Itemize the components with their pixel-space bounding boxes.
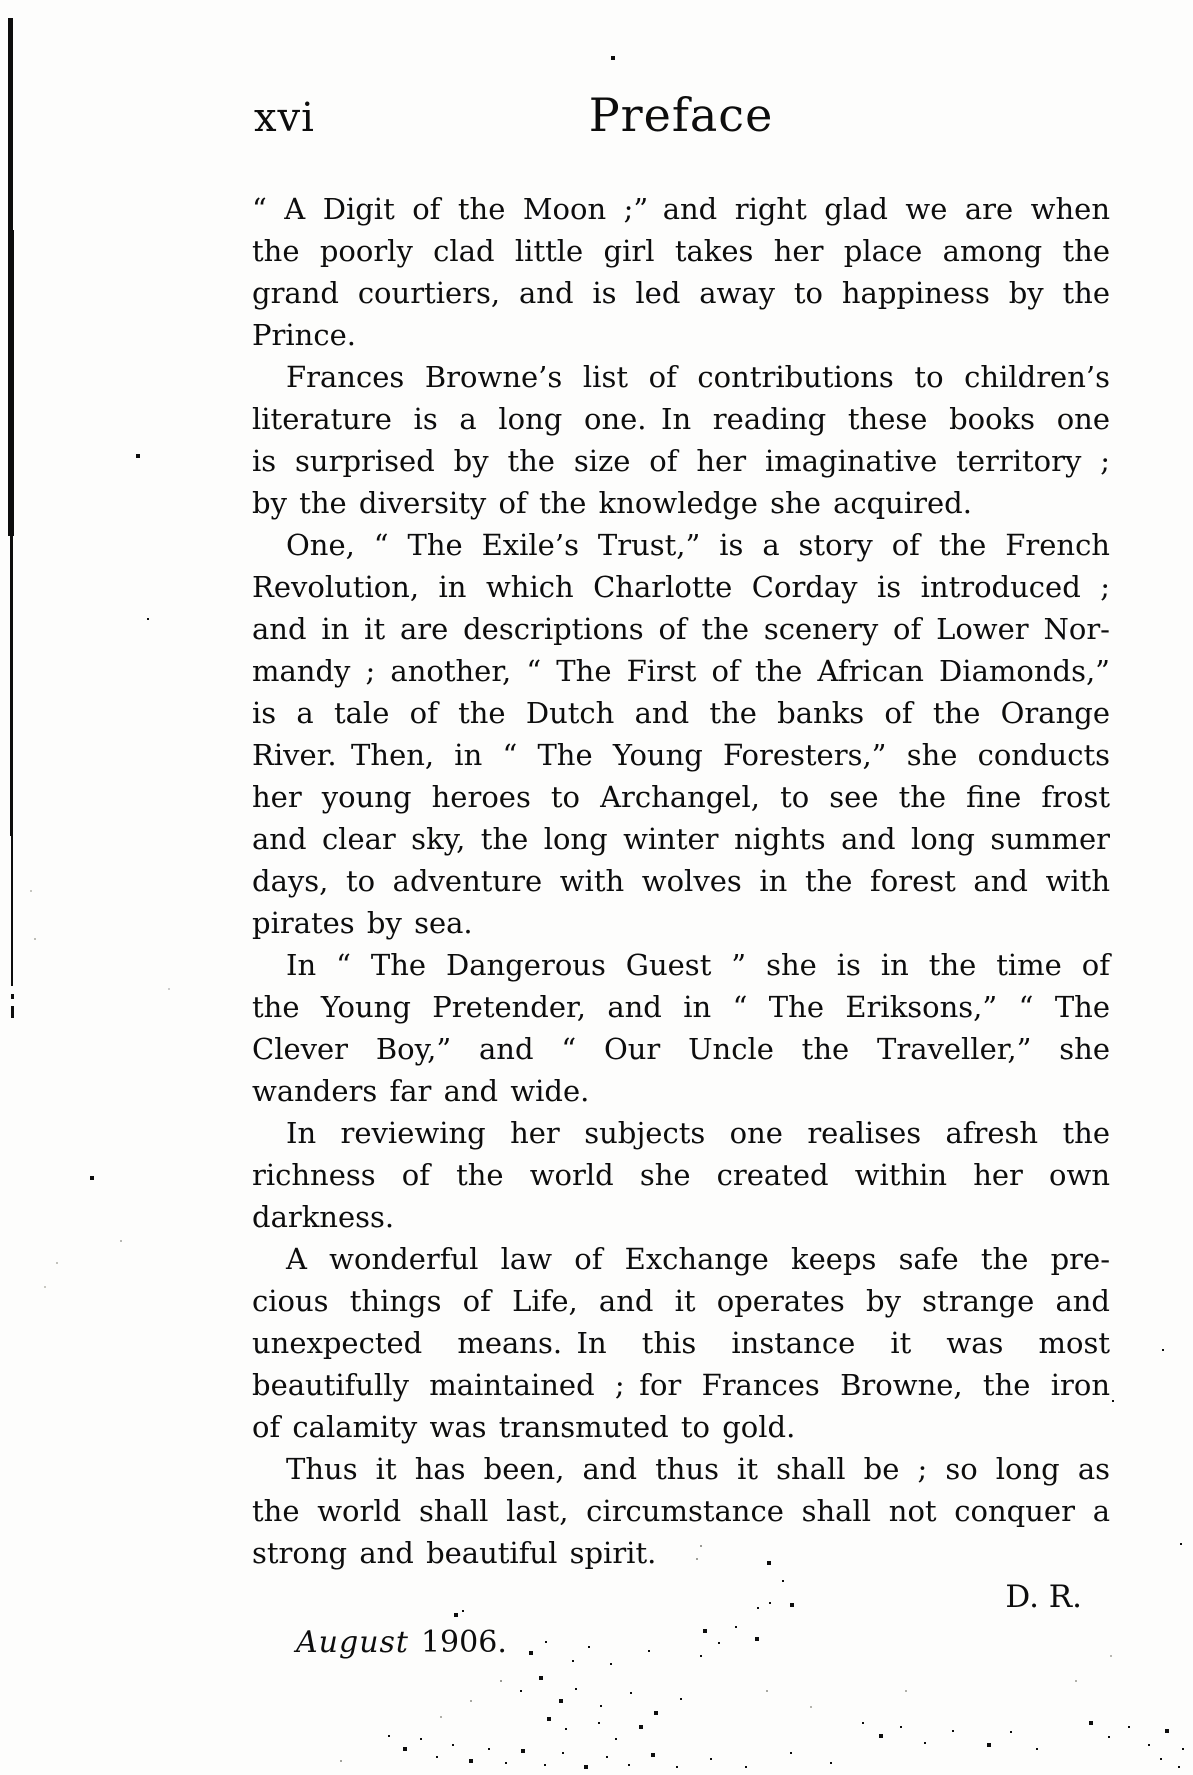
text-line: beautifully maintained ; for Frances Browne, the iron [252,1368,1110,1402]
text-line: One, “ The Exile’s Trust,” is a story of the French [286,528,1110,562]
text-line: cious things of Life, and it operates by strange and [252,1284,1110,1318]
text-line: Thus it has been, and thus it shall be ; so long as [286,1452,1110,1486]
text-line: the poorly clad little girl takes her place among the [252,234,1110,268]
text-line: the Young Pretender, and in “ The Eriksons,” “ The [252,990,1110,1024]
page-title: Preface [588,88,774,142]
scan-edge-line [11,994,14,999]
text-line: the world shall last, circumstance shall not conquer a [252,1494,1110,1528]
scan-edge-line [11,834,13,986]
scan-edge-line [8,18,13,232]
text-line: In reviewing her subjects one realises afresh the [286,1116,1110,1150]
paragraph [252,1112,1110,1238]
text-line: Frances Browne’s list of contributions to children’s [286,360,1110,394]
preface-body-text [252,188,1110,1574]
page-content [252,88,1110,1664]
page-header [252,88,1110,188]
paragraph [252,1448,1110,1574]
scan-edge-line [8,230,14,536]
signature-initials: D. R. [1005,1579,1082,1615]
text-line: mandy ; another, “ The First of the African Diamonds,” [252,654,1110,688]
paragraph [252,944,1110,1112]
paragraph [252,356,1110,524]
scan-edge-line [11,1006,14,1018]
text-line: days, to adventure with wolves in the forest and with [252,864,1110,898]
text-line: Clever Boy,” and “ Our Uncle the Traveller,” she [252,1032,1110,1066]
text-line: grand courtiers, and is led away to happiness by the [252,276,1110,310]
text-line: strong and beautiful spirit. [252,1536,657,1570]
text-line: unexpected means. In this instance it was most [252,1326,1110,1360]
scan-noise-speckles [0,0,2,2]
text-line: pirates by sea. [252,906,473,940]
page-number: xvi [254,95,315,141]
dateline [252,1622,1110,1664]
text-line: is surprised by the size of her imaginative territory ; [252,444,1110,478]
text-line: and clear sky, the long winter nights and long summer [252,822,1110,856]
text-line: In “ The Dangerous Guest ” she is in the time of [286,948,1110,982]
scan-edge-line [10,534,13,836]
text-line: and in it are descriptions of the scenery of Lower Nor- [252,612,1110,646]
paragraph [252,1238,1110,1448]
text-line: A wonderful law of Exchange keeps safe the pre- [286,1242,1110,1276]
text-line: by the diversity of the knowledge she acquired. [252,486,972,520]
text-line: “ A Digit of the Moon ;” and right glad we are when [252,192,1110,226]
text-line: is a tale of the Dutch and the banks of the Orange [252,696,1110,730]
text-line: richness of the world she created within her own [252,1158,1110,1192]
text-line: River. Then, in “ The Young Foresters,” she conducts [252,738,1110,772]
text-line: darkness. [252,1200,395,1234]
paragraph [252,188,1110,356]
dateline-month: August [296,1625,409,1660]
text-line: Revolution, in which Charlotte Corday is introduced ; [252,570,1110,604]
text-line: her young heroes to Archangel, to see the fine frost [252,780,1110,814]
text-line: wanders far and wide. [252,1074,590,1108]
text-line: Prince. [252,318,356,352]
dateline-year: 1906. [420,1625,507,1660]
text-line: literature is a long one. In reading these books one [252,402,1110,436]
text-line: of calamity was transmuted to gold. [252,1410,796,1444]
paragraph [252,524,1110,944]
